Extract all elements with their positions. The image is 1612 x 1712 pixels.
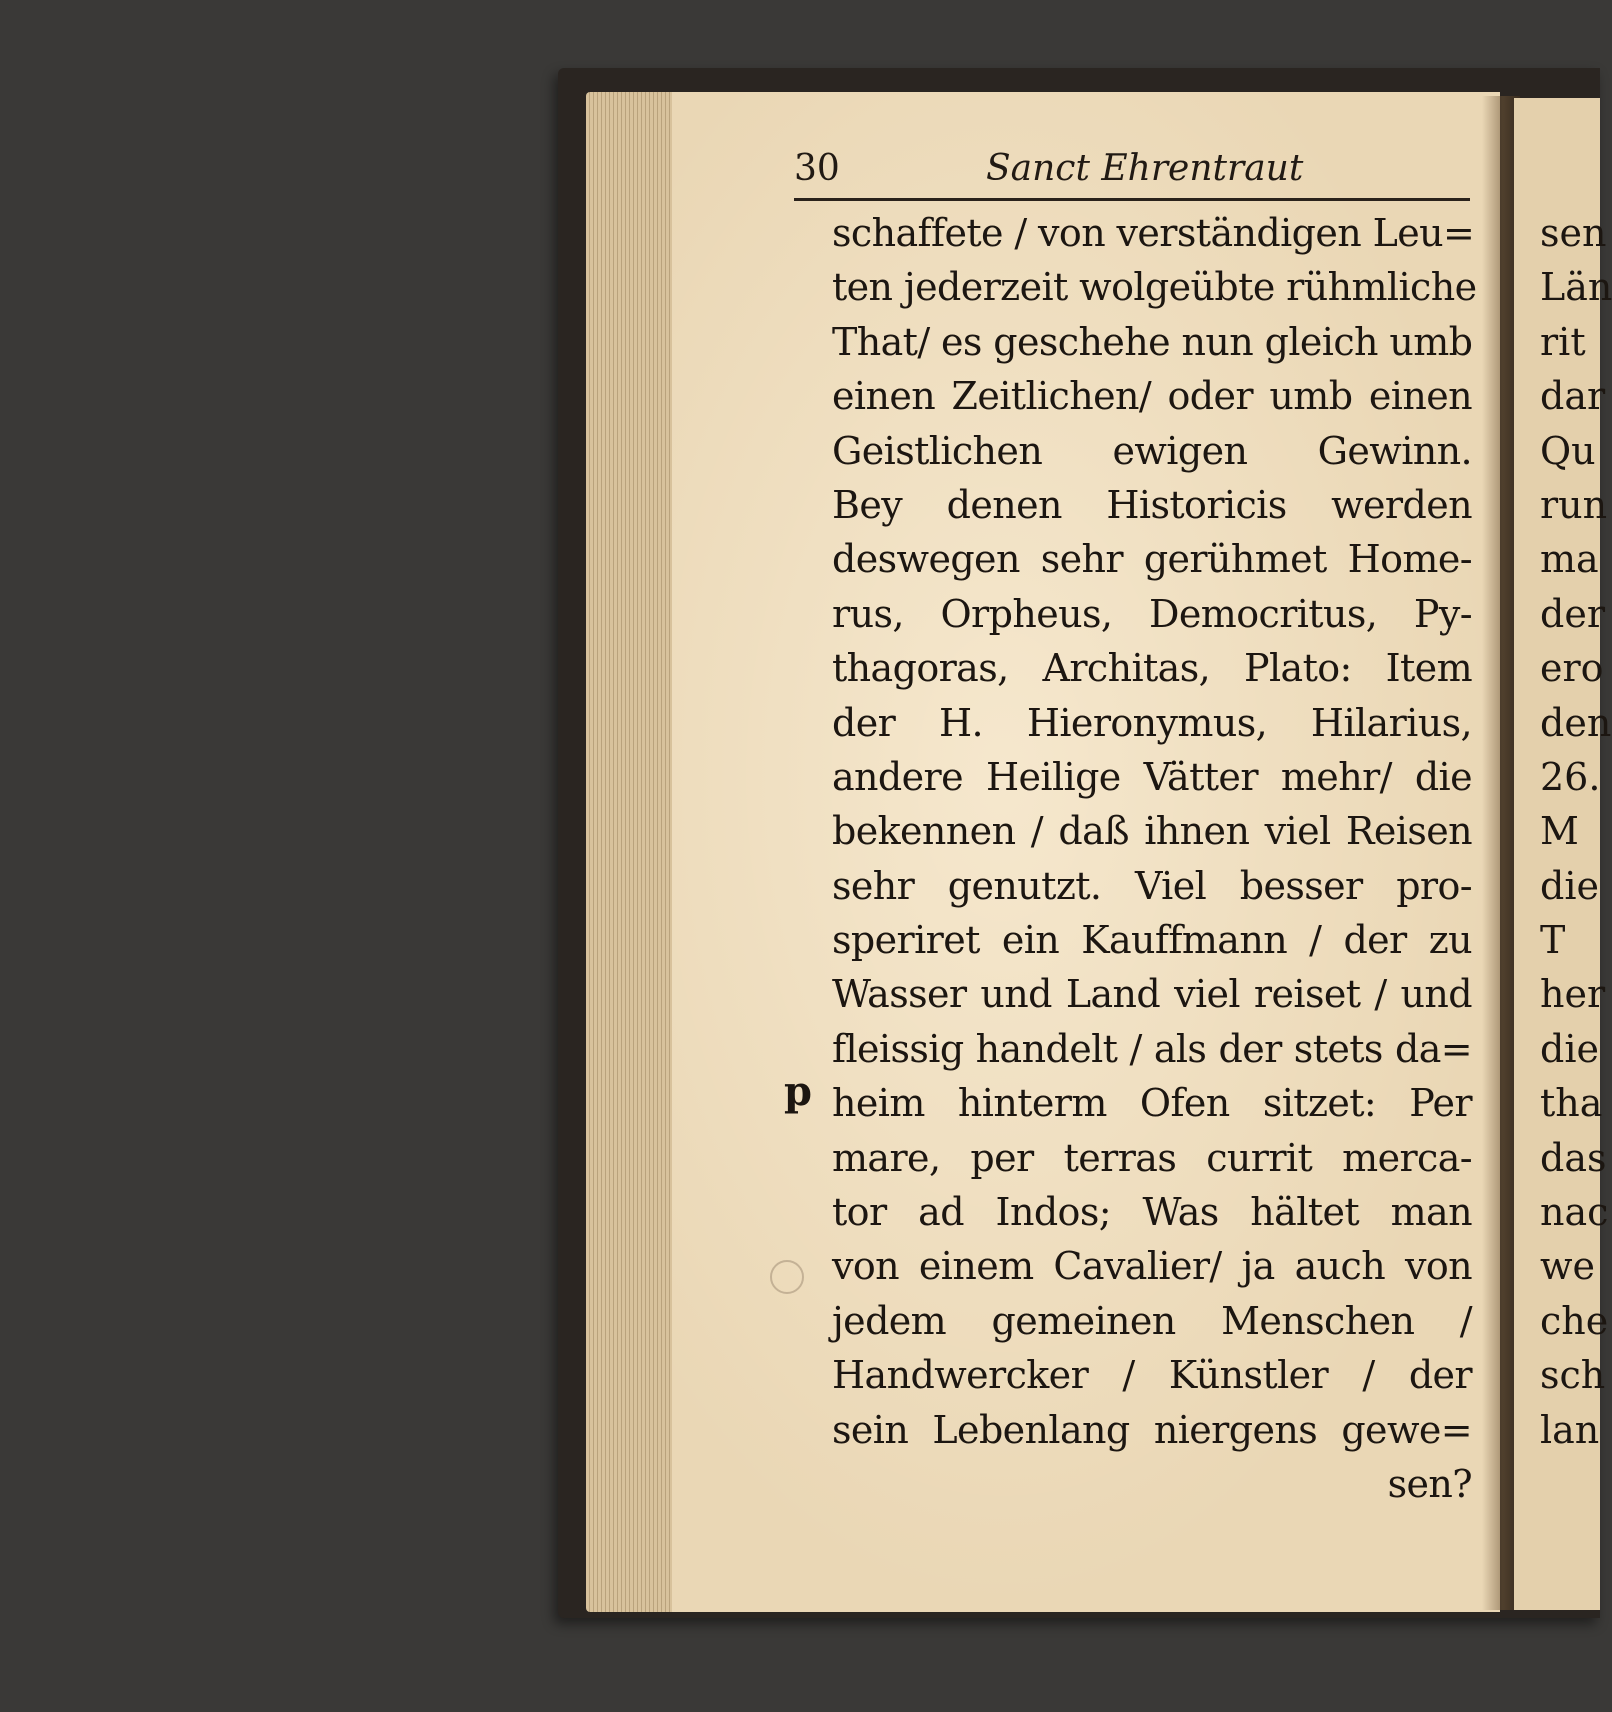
- text-line: bekennen / daß ihnen viel Reisen: [832, 809, 1472, 854]
- right-page-line: die: [1540, 1026, 1599, 1071]
- text-line: ten jederzeit wolgeübte rühmliche: [832, 265, 1477, 310]
- running-head: [794, 148, 1470, 200]
- right-page-line: die: [1540, 863, 1599, 908]
- text-line: jedem gemeinen Menschen /: [832, 1298, 1472, 1343]
- text-line: andere Heilige Vätter mehr/ die: [832, 754, 1472, 799]
- text-line: heim hinterm Ofen sitzet: Per: [832, 1081, 1472, 1126]
- right-page-line: den: [1540, 700, 1612, 745]
- body-text: [832, 206, 1477, 1511]
- right-page-line: sch: [1540, 1353, 1606, 1398]
- right-page-text: [1540, 206, 1612, 1457]
- right-page-line: rit: [1540, 319, 1586, 364]
- right-page-line: nac: [1540, 1190, 1609, 1235]
- running-title: Sanct Ehrentraut: [986, 148, 1304, 189]
- marginal-note: p: [784, 1068, 812, 1115]
- text-line: Handwercker / Künstler / der: [832, 1353, 1472, 1398]
- right-page-line: dar: [1540, 374, 1606, 419]
- right-page-line: M: [1540, 809, 1579, 854]
- right-page-line: sen: [1540, 211, 1607, 255]
- right-page-line: run: [1540, 482, 1608, 527]
- text-line: einen Zeitlichen/ oder umb einen: [832, 374, 1472, 419]
- text-line: deswegen sehr gerühmet Home-: [832, 537, 1472, 582]
- text-line: Wasser und Land viel reiset / und: [832, 972, 1472, 1017]
- text-line: tor ad Indos; Was hältet man: [832, 1190, 1472, 1235]
- text-line: sehr genutzt. Viel besser pro-: [832, 863, 1472, 908]
- right-page-line: ero: [1540, 646, 1604, 691]
- show-through-mark: [770, 1260, 804, 1294]
- text-line: thagoras, Architas, Plato: Item: [832, 646, 1472, 691]
- text-line: Geistlichen ewigen Gewinn.: [832, 428, 1472, 473]
- text-line: Bey denen Historicis werden: [832, 482, 1472, 527]
- text-line: sein Lebenlang niergens gewe=: [832, 1407, 1472, 1452]
- right-page-line: tha: [1540, 1081, 1603, 1126]
- text-line: schaffete / von verständigen Leu=: [832, 211, 1475, 255]
- right-page-line: her: [1540, 972, 1606, 1017]
- right-page-line: 26.: [1540, 754, 1601, 799]
- text-line: fleissig handelt / als der stets da=: [832, 1026, 1472, 1071]
- text-line: von einem Cavalier/ ja auch von: [832, 1244, 1472, 1289]
- right-page-line: we: [1540, 1244, 1596, 1289]
- text-line: mare, per terras currit merca-: [832, 1135, 1472, 1180]
- text-line: der H. Hieronymus, Hilarius,: [832, 700, 1472, 745]
- right-page-line: ma: [1540, 537, 1599, 582]
- text-line: sen?: [1387, 1461, 1472, 1506]
- text-line: That/ es geschehe nun gleich umb: [832, 319, 1473, 364]
- header-rule: [794, 198, 1470, 201]
- right-page-line: che: [1540, 1298, 1609, 1343]
- right-page-line: Qu: [1540, 428, 1596, 473]
- right-page-line: Län: [1540, 265, 1612, 310]
- page-number: 30: [794, 148, 840, 189]
- page-edges: [586, 92, 678, 1612]
- right-page-line: lan: [1540, 1407, 1600, 1452]
- text-line: rus, Orpheus, Democritus, Py-: [832, 591, 1472, 636]
- right-page-line: das: [1540, 1135, 1607, 1180]
- right-page-line: T: [1540, 918, 1566, 963]
- right-page-line: der: [1540, 591, 1605, 636]
- text-line: speriret ein Kauffmann / der zu: [832, 918, 1472, 963]
